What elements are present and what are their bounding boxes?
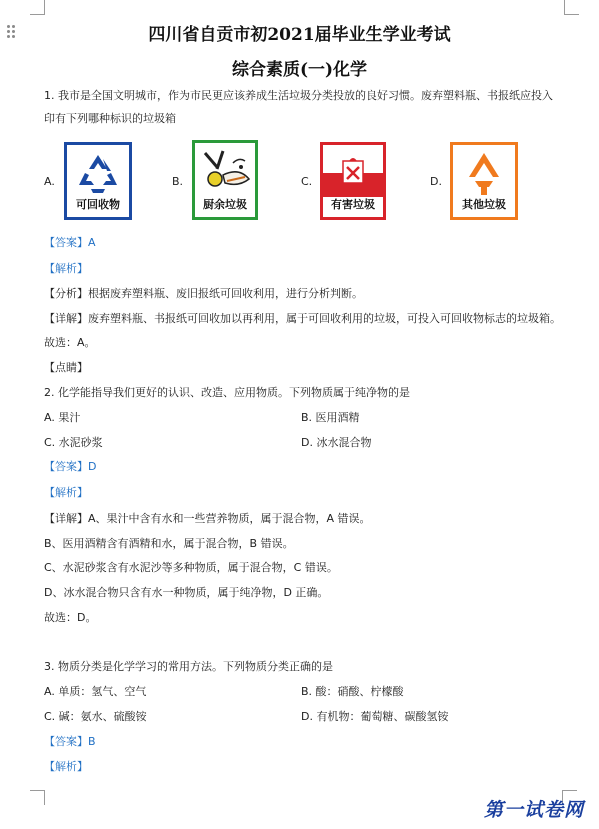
q1-comment: 【点睛】 (44, 361, 88, 374)
q1-option-a-bin (64, 142, 132, 220)
document-title: 四川省自贡市初2021届毕业生学业考试 (148, 25, 451, 45)
q2-detail-2: B、医用酒精含有酒精和水，属于混合物，B 错误。 (44, 537, 294, 550)
q1-option-b-bin (192, 140, 258, 220)
q1-option-d-label: 其他垃圾 (462, 198, 506, 211)
q1-option-c-bin (320, 142, 386, 220)
q3-option-d: D. 有机物：葡萄糖、碳酸氢铵 (301, 710, 449, 723)
q1-option-b-label: 厨余垃圾 (203, 198, 247, 211)
q3-option-c: C. 碱：氨水、硫酸铵 (44, 710, 147, 723)
crop-mark-top-right (564, 0, 579, 15)
q1-option-a-label: 可回收物 (76, 198, 120, 211)
q1-option-d-bin (450, 142, 518, 220)
q2-option-a: A. 果汁 (44, 411, 81, 424)
crop-mark-top-left (30, 0, 45, 15)
q3-stem: 3. 物质分类是化学学习的常用方法。下列物质分类正确的是 (44, 660, 333, 673)
watermark-logo: 第一试卷网 (484, 799, 585, 821)
q2-analysis-heading: 【解析】 (44, 486, 88, 499)
q2-stem: 2. 化学能指导我们更好的认识、改造、应用物质。下列物质属于纯净物的是 (44, 386, 410, 399)
q1-option-d-letter: D. (430, 175, 442, 188)
q1-option-a-letter: A. (44, 175, 55, 188)
other-waste-icon (453, 147, 515, 199)
q2-option-b: B. 医用酒精 (301, 411, 360, 424)
q1-analysis-heading: 【解析】 (44, 262, 88, 275)
q1-stem-line1: 1. 我市是全国文明城市，作为市民更应该养成生活垃圾分类投放的良好习惯。废弃塑料瓶、书报纸应投入 (44, 89, 553, 102)
q1-detail: 【详解】废弃塑料瓶、书报纸可回收加以再利用，属于可回收利用的垃圾，可投入可回收物标志的垃圾箱。 (44, 312, 561, 325)
q2-detail-3: C、水泥砂浆含有水泥沙等多种物质，属于混合物，C 错误。 (44, 561, 338, 574)
q2-answer: 【答案】D (44, 460, 97, 473)
q3-option-a: A. 单质：氢气、空气 (44, 685, 147, 698)
q2-detail-4: D、冰水混合物只含有水一种物质，属于纯净物，D 正确。 (44, 586, 329, 599)
q3-option-b: B. 酸：硝酸、柠檬酸 (301, 685, 404, 698)
q3-answer: 【答案】B (44, 735, 96, 748)
crop-mark-bottom-left (30, 790, 45, 805)
q1-stem-line2: 印有下列哪种标识的垃圾箱 (44, 112, 176, 125)
q1-option-c-letter: C. (301, 175, 313, 188)
document-subtitle: 综合素质(一)化学 (231, 60, 368, 80)
q2-option-d: D. 冰水混合物 (301, 436, 372, 449)
hazardous-icon (323, 147, 383, 199)
q1-conclusion: 故选：A。 (44, 336, 96, 349)
q1-fenxi: 【分析】根据废弃塑料瓶、废旧报纸可回收利用，进行分析判断。 (44, 287, 363, 300)
q2-option-c: C. 水泥砂浆 (44, 436, 103, 449)
q1-answer: 【答案】A (44, 236, 96, 249)
q2-conclusion: 故选：D。 (44, 611, 97, 624)
q2-detail-1: 【详解】A、果汁中含有水和一些营养物质，属于混合物，A 错误。 (44, 512, 371, 525)
recycle-icon (67, 149, 129, 199)
q1-option-c-label: 有害垃圾 (331, 198, 375, 211)
q3-analysis-heading: 【解析】 (44, 760, 88, 773)
food-waste-icon (195, 145, 255, 199)
q1-option-b-letter: B. (172, 175, 184, 188)
